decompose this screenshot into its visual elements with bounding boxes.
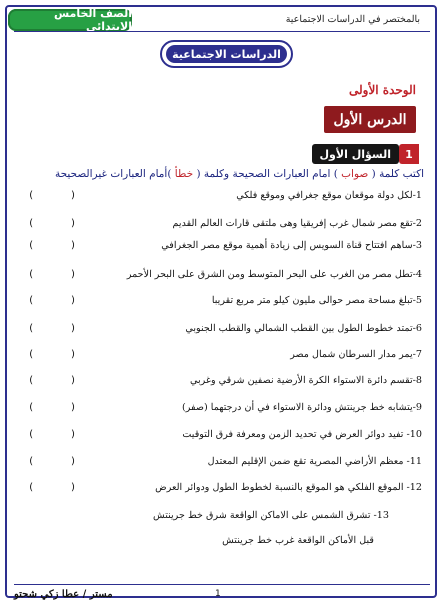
item-text: 2-تقع مصر شمال غرب إفريقيا وهى ملتقى قارات العالم القديم	[172, 218, 422, 229]
item-text: 13- تشرق الشمس على الاماكن الواقعة شرق خط جرينتش	[152, 510, 389, 521]
list-item	[18, 375, 422, 393]
question-heading	[310, 144, 419, 164]
item-text: 9-يتشابه خط جرينتش ودائرة الاستواء في أن درجتهما (صفر)	[181, 402, 422, 413]
list-item	[18, 190, 422, 208]
subject-title: الدراسات الاجتماعية	[166, 45, 287, 63]
item-text: 10- تفيد دوائر العرض في تحديد الزمن ومعرفة فرق التوقيت	[182, 429, 422, 440]
header-divider	[14, 31, 430, 32]
item-text: 8-تقسم دائرة الاستواء الكرة الأرضية نصفين شرقي وغربي	[189, 375, 422, 386]
list-item	[18, 456, 422, 474]
list-item	[18, 240, 422, 258]
unit-title: الوحدة الأولى	[348, 83, 416, 97]
list-item	[18, 323, 422, 341]
item-text: 11- معظم الأراضي المصرية تقع ضمن الإقليم المعتدل	[207, 456, 422, 467]
answer-blank[interactable]: ( )	[28, 218, 77, 229]
answer-blank[interactable]: ( )	[28, 269, 77, 280]
answer-blank[interactable]: ( )	[28, 295, 77, 306]
instruction-word-right: صواب	[341, 168, 369, 180]
instruction-word-wrong: خطأ	[174, 168, 194, 180]
list-item	[18, 402, 422, 420]
answer-blank[interactable]: ( )	[28, 349, 77, 360]
item-text: 7-يمر مدار السرطان شمال مصر	[290, 349, 422, 360]
grade-badge: الصف الخامس الابتدائي	[8, 9, 132, 31]
subject-title-frame	[160, 40, 293, 68]
list-item-continuation	[18, 535, 374, 553]
list-item	[18, 269, 422, 287]
item-text: 6-تمتد خطوط الطول بين القطب الشمالي والقطب الجنوبي	[185, 323, 422, 334]
instruction-part2: ) امام العبارات الصحيحة وكلمة (	[196, 168, 338, 180]
footer-divider	[14, 584, 430, 585]
answer-blank[interactable]: ( )	[28, 323, 77, 334]
list-item	[18, 482, 422, 500]
answer-blank[interactable]: ( )	[28, 190, 77, 201]
answer-blank[interactable]: ( )	[28, 402, 77, 413]
item-text: 4-تطل مصر من الغرب على البحر المتوسط ومن الشرق على البحر الأحمر	[126, 269, 422, 280]
item-text: 3-ساهم افتتاح قناة السويس إلى زيادة أهمية موقع مصر الجغرافي	[161, 240, 422, 251]
item-text: قبل الأماكن الواقعة غرب خط جرينتش	[222, 535, 374, 546]
item-text: 12- الموقع الفلكي هو الموقع بالنسبة لخطوط الطول ودوائر العرض	[155, 482, 422, 493]
list-item	[18, 218, 422, 236]
footer-author: مستر / عطا زكي شحتو	[14, 589, 113, 600]
answer-blank[interactable]: ( )	[28, 456, 77, 467]
list-item	[18, 295, 422, 313]
item-text: 1-لكل دولة موقعان موقع جغرافي وموقع فلكي	[236, 190, 422, 201]
instruction-text	[18, 168, 424, 180]
answer-blank[interactable]: ( )	[28, 482, 77, 493]
item-text: 5-تبلغ مساحة مصر حوالى مليون كيلو متر مربع تقريبا	[211, 295, 422, 306]
list-item	[18, 429, 422, 447]
question-number: 1	[399, 144, 419, 164]
answer-blank[interactable]: ( )	[28, 429, 77, 440]
lesson-title: الدرس الأول	[324, 106, 416, 133]
answer-blank[interactable]: ( )	[28, 375, 77, 386]
answer-blank[interactable]: ( )	[28, 240, 77, 251]
question-label: السؤال الأول	[312, 144, 399, 164]
list-item	[18, 349, 422, 367]
instruction-part3: )أمام العبارات غيرالصحيحة	[54, 168, 172, 180]
page-number: 1	[215, 589, 221, 599]
header-site-title: بالمختصر في الدراسات الاجتماعية	[285, 14, 420, 25]
instruction-part1: اكتب كلمة (	[371, 168, 424, 180]
list-item	[18, 510, 389, 528]
